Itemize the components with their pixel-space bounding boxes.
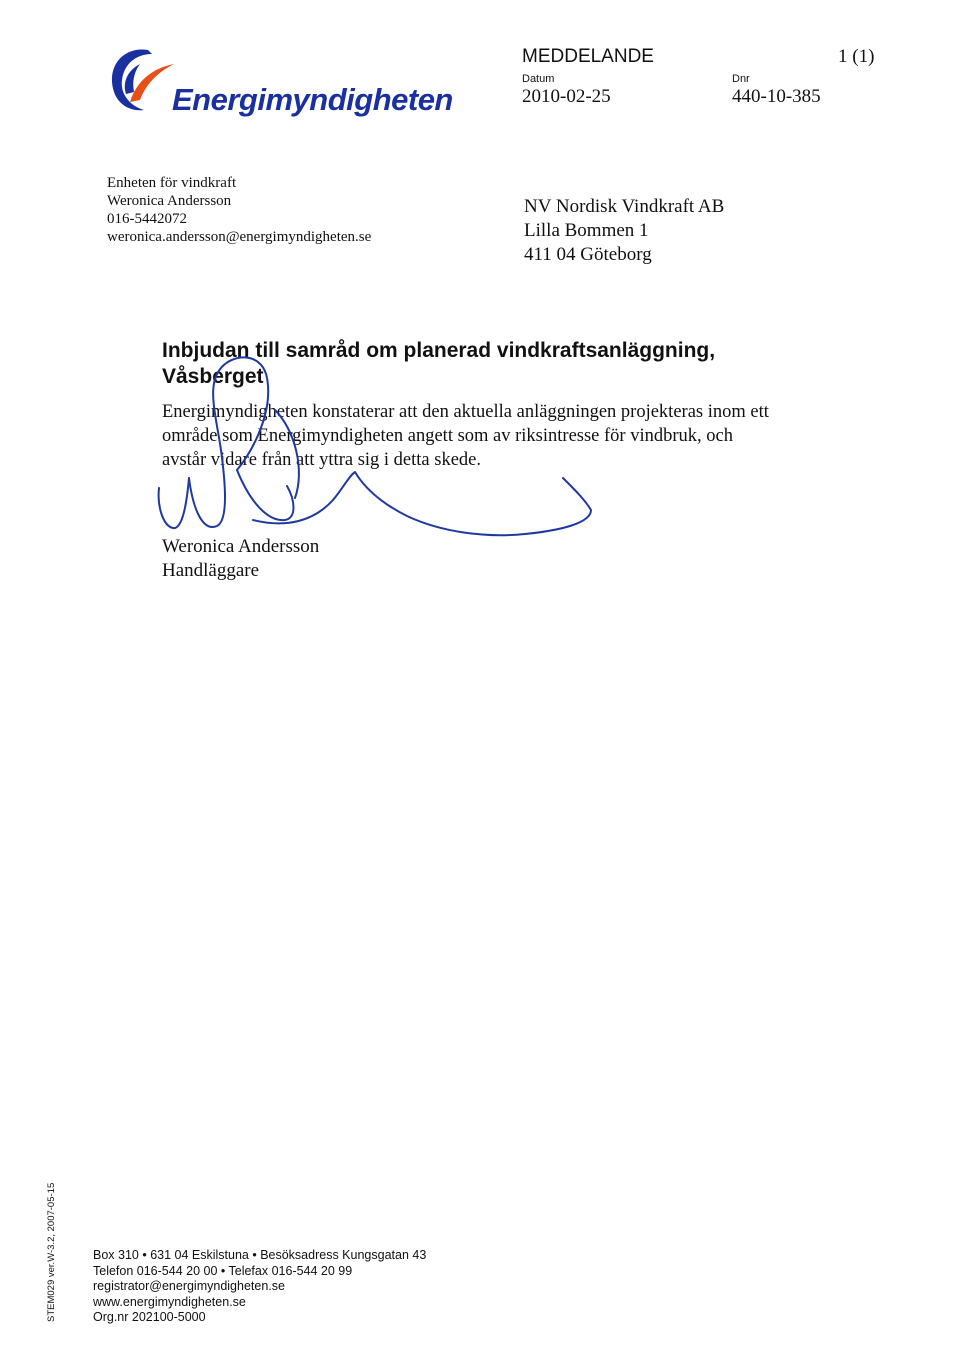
footer-phone: Telefon 016-544 20 00 • Telefax 016-544 20 99 xyxy=(93,1263,353,1278)
sender-phone: 016-5442072 xyxy=(107,211,187,227)
page-count: 1 (1) xyxy=(838,46,875,67)
footer-email: registrator@energimyndigheten.se xyxy=(93,1279,285,1293)
recipient-address xyxy=(524,195,724,267)
recipient-city: 411 04 Göteborg xyxy=(524,244,652,265)
sender-block xyxy=(107,174,371,246)
date-value: 2010-02-25 xyxy=(522,86,611,107)
footer-address: Box 310 • 631 04 Eskilstuna • Besöksadress Kungsgatan 43 xyxy=(93,1248,427,1262)
footer-org-number: Org.nr 202100-5000 xyxy=(93,1310,206,1324)
logo-wordmark: Energimyndigheten xyxy=(172,82,453,117)
footer-website: www.energimyndigheten.se xyxy=(93,1294,246,1309)
subject-line-2: Våsberget xyxy=(162,365,264,388)
body-line-2: område som Energimyndigheten angett som av riksintresse för vindbruk, och xyxy=(162,426,733,446)
body-line-1: Energimyndigheten konstaterar att den aktuella anläggningen projekteras inom ett xyxy=(162,402,769,422)
dnr-value: 440-10-385 xyxy=(732,86,821,107)
subject-line-1: Inbjudan till samråd om planerad vindkraftsanläggning, xyxy=(162,339,716,362)
footer-contact xyxy=(93,1248,426,1326)
signer-block xyxy=(162,535,319,583)
sender-email: weronica.andersson@energimyndigheten.se xyxy=(107,229,372,245)
dnr-label: Dnr xyxy=(732,73,750,85)
recipient-company: NV Nordisk Vindkraft AB xyxy=(524,196,725,217)
recipient-street: Lilla Bommen 1 xyxy=(524,220,649,241)
logo-swoosh-icon xyxy=(100,42,178,116)
date-label: Datum xyxy=(522,73,555,85)
subject-heading xyxy=(162,338,802,390)
form-version xyxy=(16,1182,66,1332)
signer-name: Weronica Andersson xyxy=(162,536,320,557)
signer-title: Handläggare xyxy=(162,560,260,581)
form-version-text: STEM029 ver.W-3.2, 2007-05-15 xyxy=(46,1182,57,1322)
document-type: MEDDELANDE xyxy=(522,46,654,67)
body-paragraph xyxy=(162,400,822,472)
sender-unit: Enheten för vindkraft xyxy=(107,175,237,191)
energimyndigheten-logo xyxy=(100,42,453,122)
sender-name: Weronica Andersson xyxy=(107,193,232,209)
body-line-3: avstår vidare från att yttra sig i detta skede. xyxy=(162,450,481,470)
